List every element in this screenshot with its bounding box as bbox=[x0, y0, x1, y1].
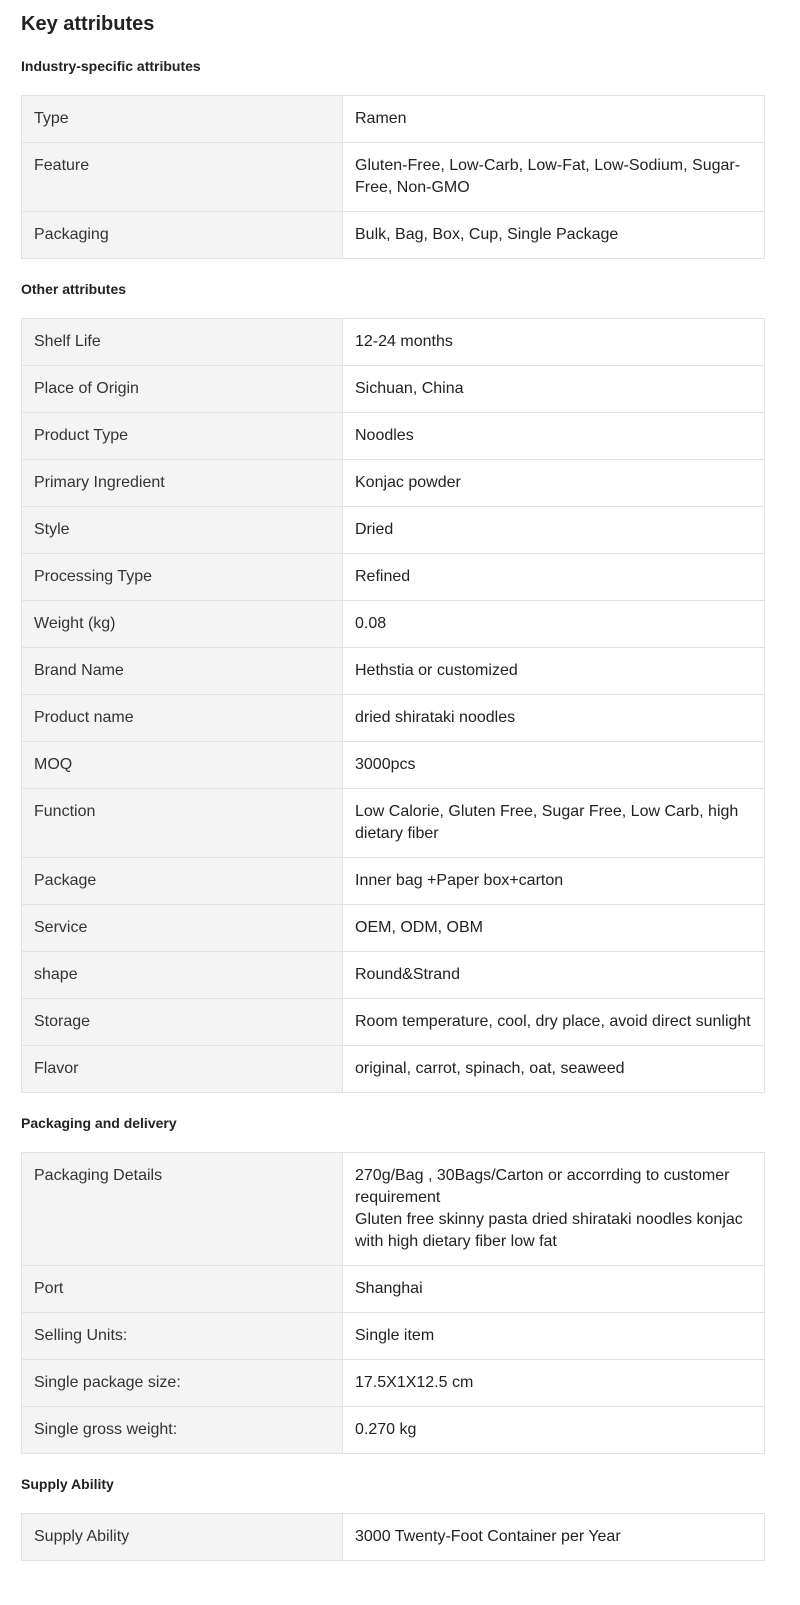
attribute-value-line: Gluten-Free, Low-Carb, Low-Fat, Low-Sodium, Sugar-Free, Non-GMO bbox=[355, 157, 741, 196]
attribute-value bbox=[343, 319, 765, 366]
attribute-value-line: 3000pcs bbox=[355, 756, 416, 773]
attribute-label: Product name bbox=[22, 695, 343, 742]
attribute-label: Package bbox=[22, 858, 343, 905]
attribute-label: Supply Ability bbox=[22, 1514, 343, 1561]
attribute-value bbox=[343, 1313, 765, 1360]
attributes-table-other-attributes bbox=[21, 318, 765, 1093]
attribute-value bbox=[343, 143, 765, 212]
table-row bbox=[22, 1360, 765, 1407]
table-row bbox=[22, 1313, 765, 1360]
attribute-value bbox=[343, 858, 765, 905]
table-row bbox=[22, 1153, 765, 1266]
section-heading-supply-ability: Supply Ability bbox=[21, 1476, 114, 1492]
attribute-value bbox=[343, 1153, 765, 1266]
attribute-value-line: original, carrot, spinach, oat, seaweed bbox=[355, 1060, 625, 1077]
attribute-label: Processing Type bbox=[22, 554, 343, 601]
attribute-value-line: dried shirataki noodles bbox=[355, 709, 516, 726]
attribute-value bbox=[343, 460, 765, 507]
page-title: Key attributes bbox=[21, 13, 155, 35]
attribute-value bbox=[343, 1407, 765, 1454]
section-heading-other-attributes: Other attributes bbox=[21, 281, 127, 297]
table-row bbox=[22, 96, 765, 143]
section-heading-industry-specific-attributes: Industry-specific attributes bbox=[21, 58, 201, 74]
attribute-value bbox=[343, 212, 765, 259]
attribute-label: Storage bbox=[22, 999, 343, 1046]
attribute-value-line: Dried bbox=[355, 521, 394, 538]
attribute-value bbox=[343, 601, 765, 648]
table-row bbox=[22, 507, 765, 554]
attribute-value-line: Low Calorie, Gluten Free, Sugar Free, Low Carb, high dietary fiber bbox=[355, 803, 739, 842]
attribute-sections bbox=[21, 56, 780, 1561]
attribute-value-line: 12-24 months bbox=[355, 333, 453, 350]
attribute-label: Product Type bbox=[22, 413, 343, 460]
table-row bbox=[22, 1266, 765, 1313]
attribute-value-line: Ramen bbox=[355, 110, 407, 127]
attribute-label: Style bbox=[22, 507, 343, 554]
attribute-value bbox=[343, 507, 765, 554]
attribute-label: Service bbox=[22, 905, 343, 952]
attribute-label: Shelf Life bbox=[22, 319, 343, 366]
attribute-value-line: Inner bag +Paper box+carton bbox=[355, 872, 564, 889]
attribute-value bbox=[343, 648, 765, 695]
attribute-label: Brand Name bbox=[22, 648, 343, 695]
attribute-label: Selling Units: bbox=[22, 1313, 343, 1360]
attribute-label: shape bbox=[22, 952, 343, 999]
section-heading-packaging-and-delivery: Packaging and delivery bbox=[21, 1115, 177, 1131]
attribute-label: Single package size: bbox=[22, 1360, 343, 1407]
attribute-label: Single gross weight: bbox=[22, 1407, 343, 1454]
attribute-value bbox=[343, 554, 765, 601]
attribute-label: Function bbox=[22, 789, 343, 858]
table-row bbox=[22, 858, 765, 905]
table-row bbox=[22, 999, 765, 1046]
attributes-table-industry-specific-attributes bbox=[21, 95, 765, 259]
table-row bbox=[22, 366, 765, 413]
attribute-label: Weight (kg) bbox=[22, 601, 343, 648]
attribute-value-line: 270g/Bag , 30Bags/Carton or accorrding to customer requirement bbox=[355, 1167, 730, 1206]
table-row bbox=[22, 212, 765, 259]
attributes-table-supply-ability bbox=[21, 1513, 765, 1561]
attribute-label: Type bbox=[22, 96, 343, 143]
attribute-value bbox=[343, 413, 765, 460]
table-row bbox=[22, 460, 765, 507]
attribute-value-line: Shanghai bbox=[355, 1280, 423, 1297]
attribute-value-line: Hethstia or customized bbox=[355, 662, 518, 679]
table-row bbox=[22, 1046, 765, 1093]
attribute-label: Port bbox=[22, 1266, 343, 1313]
attribute-value bbox=[343, 695, 765, 742]
attribute-value bbox=[343, 1360, 765, 1407]
attribute-value bbox=[343, 96, 765, 143]
attribute-value-line: Single item bbox=[355, 1327, 435, 1344]
attribute-value-line: OEM, ODM, OBM bbox=[355, 919, 483, 936]
attribute-value bbox=[343, 952, 765, 999]
attribute-value bbox=[343, 742, 765, 789]
attribute-value-line: 0.08 bbox=[355, 615, 387, 632]
attribute-label: MOQ bbox=[22, 742, 343, 789]
attribute-value bbox=[343, 1514, 765, 1561]
table-row bbox=[22, 413, 765, 460]
attribute-value bbox=[343, 1266, 765, 1313]
attribute-value-line: Sichuan, China bbox=[355, 380, 464, 397]
attribute-value bbox=[343, 905, 765, 952]
table-row bbox=[22, 143, 765, 212]
attribute-label: Feature bbox=[22, 143, 343, 212]
table-row bbox=[22, 1407, 765, 1454]
table-row bbox=[22, 742, 765, 789]
table-row bbox=[22, 952, 765, 999]
attribute-label: Flavor bbox=[22, 1046, 343, 1093]
attribute-value-line: Refined bbox=[355, 568, 411, 585]
attribute-label: Packaging bbox=[22, 212, 343, 259]
attribute-value-line: 3000 Twenty-Foot Container per Year bbox=[355, 1528, 621, 1545]
attribute-label: Packaging Details bbox=[22, 1153, 343, 1266]
attribute-value-line: Room temperature, cool, dry place, avoid direct sunlight bbox=[355, 1013, 751, 1030]
attribute-value-line: Round&Strand bbox=[355, 966, 460, 983]
attribute-value bbox=[343, 1046, 765, 1093]
attribute-value-line: Gluten free skinny pasta dried shirataki noodles konjac with high dietary fiber low fat bbox=[355, 1211, 743, 1250]
table-row bbox=[22, 789, 765, 858]
table-row bbox=[22, 905, 765, 952]
attribute-value-line: 17.5X1X12.5 cm bbox=[355, 1374, 474, 1391]
attribute-value-line: 0.270 kg bbox=[355, 1421, 417, 1438]
table-row bbox=[22, 554, 765, 601]
table-row bbox=[22, 319, 765, 366]
attribute-value-line: Noodles bbox=[355, 427, 414, 444]
attribute-label: Primary Ingredient bbox=[22, 460, 343, 507]
table-row bbox=[22, 601, 765, 648]
attributes-table-packaging-and-delivery bbox=[21, 1152, 765, 1454]
table-row bbox=[22, 1514, 765, 1561]
attribute-value-line: Konjac powder bbox=[355, 474, 461, 491]
attribute-value bbox=[343, 999, 765, 1046]
attribute-label: Place of Origin bbox=[22, 366, 343, 413]
attribute-value-line: Bulk, Bag, Box, Cup, Single Package bbox=[355, 226, 619, 243]
attribute-value bbox=[343, 789, 765, 858]
table-row bbox=[22, 695, 765, 742]
table-row bbox=[22, 648, 765, 695]
attribute-value bbox=[343, 366, 765, 413]
